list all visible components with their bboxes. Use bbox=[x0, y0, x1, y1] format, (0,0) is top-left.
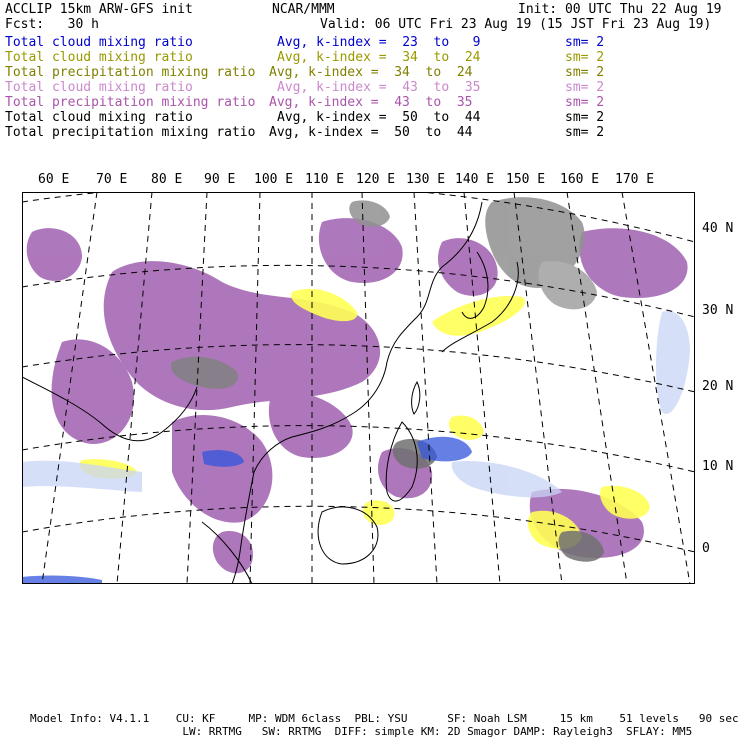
forecast-hour: Fcst: 30 h bbox=[5, 17, 99, 32]
lat-label: 40 N bbox=[702, 221, 734, 236]
lat-label: 0 bbox=[702, 541, 710, 556]
legend-field: Total precipitation mixing ratio bbox=[5, 95, 256, 110]
lon-label: 120 E bbox=[356, 172, 396, 187]
lon-label: 70 E bbox=[96, 172, 128, 187]
legend-field: Total cloud mixing ratio bbox=[5, 110, 193, 125]
legend-sm: sm= 2 bbox=[565, 65, 605, 80]
lon-label: 140 E bbox=[455, 172, 495, 187]
lat-label: 20 N bbox=[702, 379, 734, 394]
legend-row bbox=[5, 65, 735, 80]
lon-label: 60 E bbox=[38, 172, 70, 187]
forecast-map bbox=[22, 192, 695, 584]
legend-avg: Avg, k-index = 43 to 35 bbox=[269, 95, 473, 110]
lon-label: 170 E bbox=[615, 172, 655, 187]
legend-avg: Avg, k-index = 34 to 24 bbox=[277, 50, 481, 65]
legend-avg: Avg, k-index = 34 to 24 bbox=[269, 65, 473, 80]
lat-label: 30 N bbox=[702, 303, 734, 318]
lon-label: 150 E bbox=[506, 172, 546, 187]
legend-field: Total cloud mixing ratio bbox=[5, 50, 193, 65]
legend-row bbox=[5, 50, 735, 65]
legend-field: Total cloud mixing ratio bbox=[5, 80, 193, 95]
lon-label: 130 E bbox=[406, 172, 446, 187]
lon-label: 90 E bbox=[204, 172, 236, 187]
legend-avg: Avg, k-index = 23 to 9 bbox=[277, 35, 481, 50]
legend-sm: sm= 2 bbox=[565, 35, 605, 50]
lat-label: 10 N bbox=[702, 459, 734, 474]
legend-row bbox=[5, 110, 735, 125]
legend-sm: sm= 2 bbox=[565, 50, 605, 65]
legend-avg: Avg, k-index = 50 to 44 bbox=[269, 125, 473, 140]
lon-label: 160 E bbox=[560, 172, 600, 187]
model-physics-line: LW: RRTMG SW: RRTMG DIFF: simple KM: 2D Smagor DAMP: Rayleigh3 SFLAY: MM5 bbox=[30, 725, 693, 738]
valid-time: Valid: 06 UTC Fri 23 Aug 19 (15 JST Fri 23 Aug 19) bbox=[320, 17, 712, 32]
lon-label: 110 E bbox=[305, 172, 345, 187]
legend-row bbox=[5, 35, 735, 50]
legend-avg: Avg, k-index = 50 to 44 bbox=[277, 110, 481, 125]
legend-row bbox=[5, 80, 735, 95]
legend-row bbox=[5, 95, 735, 110]
legend-avg: Avg, k-index = 43 to 35 bbox=[277, 80, 481, 95]
legend-sm: sm= 2 bbox=[565, 80, 605, 95]
init-time: Init: 00 UTC Thu 22 Aug 19 bbox=[518, 2, 722, 17]
lon-label: 100 E bbox=[254, 172, 294, 187]
lon-label: 80 E bbox=[151, 172, 183, 187]
center-label: NCAR/MMM bbox=[272, 2, 335, 17]
legend-sm: sm= 2 bbox=[565, 95, 605, 110]
legend-field: Total cloud mixing ratio bbox=[5, 35, 193, 50]
legend-row bbox=[5, 125, 735, 140]
legend-sm: sm= 2 bbox=[565, 125, 605, 140]
legend-field: Total precipitation mixing ratio bbox=[5, 65, 256, 80]
model-title: ACCLIP 15km ARW-GFS init bbox=[5, 2, 193, 17]
legend-field: Total precipitation mixing ratio bbox=[5, 125, 256, 140]
model-info-line: Model Info: V4.1.1 CU: KF MP: WDM 6class PBL: YSU SF: Noah LSM 15 km 51 levels 90 sec bbox=[30, 712, 739, 725]
legend-sm: sm= 2 bbox=[565, 110, 605, 125]
